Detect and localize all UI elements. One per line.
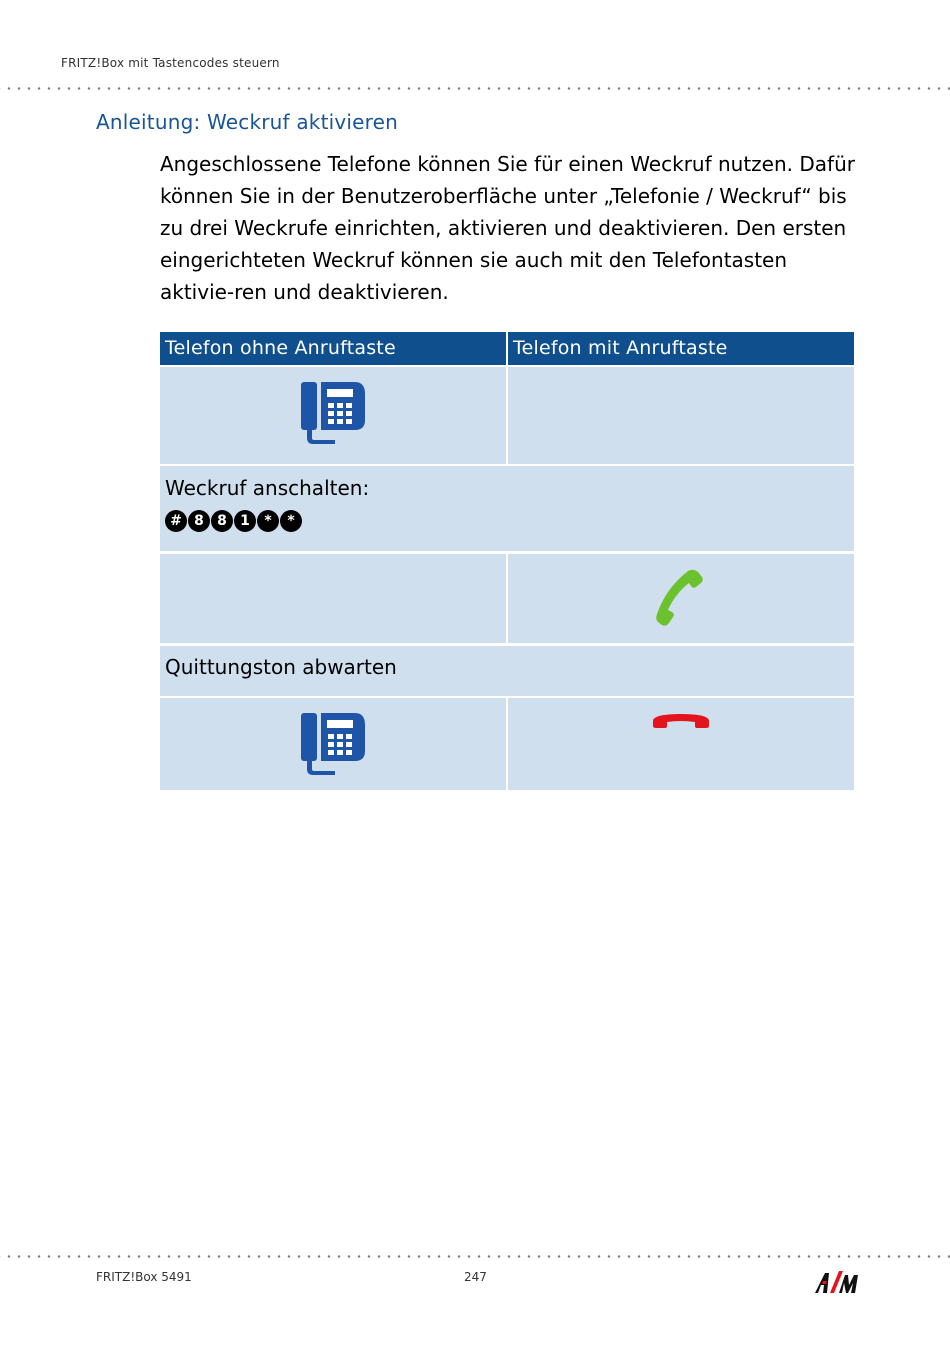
- key-8: 8: [211, 510, 233, 532]
- table-cell-hangup-left: [160, 698, 506, 790]
- red-handset-icon: [651, 711, 711, 729]
- top-dotted-rule: [0, 87, 950, 90]
- bottom-dotted-rule: [0, 1255, 950, 1258]
- key-8: 8: [188, 510, 210, 532]
- avm-logo: [815, 1271, 859, 1293]
- table-cell-pickup-right: [508, 367, 854, 464]
- col-header-no-call-key: Telefon ohne Anruftaste: [160, 332, 506, 365]
- table-cell-activate: [160, 466, 854, 551]
- table-cell-wait: [160, 646, 854, 696]
- key-star: *: [257, 510, 279, 532]
- desk-phone-icon: [301, 382, 367, 446]
- green-handset-icon: [655, 568, 705, 628]
- footer-product: FRITZ!Box 5491: [96, 1270, 192, 1284]
- key-code-sequence: [165, 510, 302, 532]
- table-cell-pickup-left: [160, 367, 506, 464]
- col-header-call-key: Telefon mit Anruftaste: [508, 332, 854, 365]
- table-cell-call-right: [508, 554, 854, 643]
- key-star: *: [280, 510, 302, 532]
- key-hash: #: [165, 510, 187, 532]
- section-title: Anleitung: Weckruf aktivieren: [96, 110, 399, 134]
- table-cell-hangup-right: [508, 698, 854, 790]
- table-cell-call-left: [160, 554, 506, 643]
- desk-phone-icon: [301, 713, 367, 777]
- page-number: 247: [464, 1270, 487, 1284]
- wait-label: Quittungston abwarten: [165, 655, 397, 679]
- key-1: 1: [234, 510, 256, 532]
- running-head: FRITZ!Box mit Tastencodes steuern: [61, 56, 280, 70]
- activate-label: Weckruf anschalten:: [165, 476, 370, 500]
- intro-paragraph: Angeschlossene Telefone können Sie für einen Weckruf nutzen. Dafür können Sie in der Benutzeroberfläche unter „Telefonie / Weckruf“ bis zu drei Weckrufe einrichten, aktivieren und deaktivieren. Den ersten eingerichteten Weckruf können sie auch mit den Telefontasten aktivie-ren und deaktivieren.: [160, 152, 855, 304]
